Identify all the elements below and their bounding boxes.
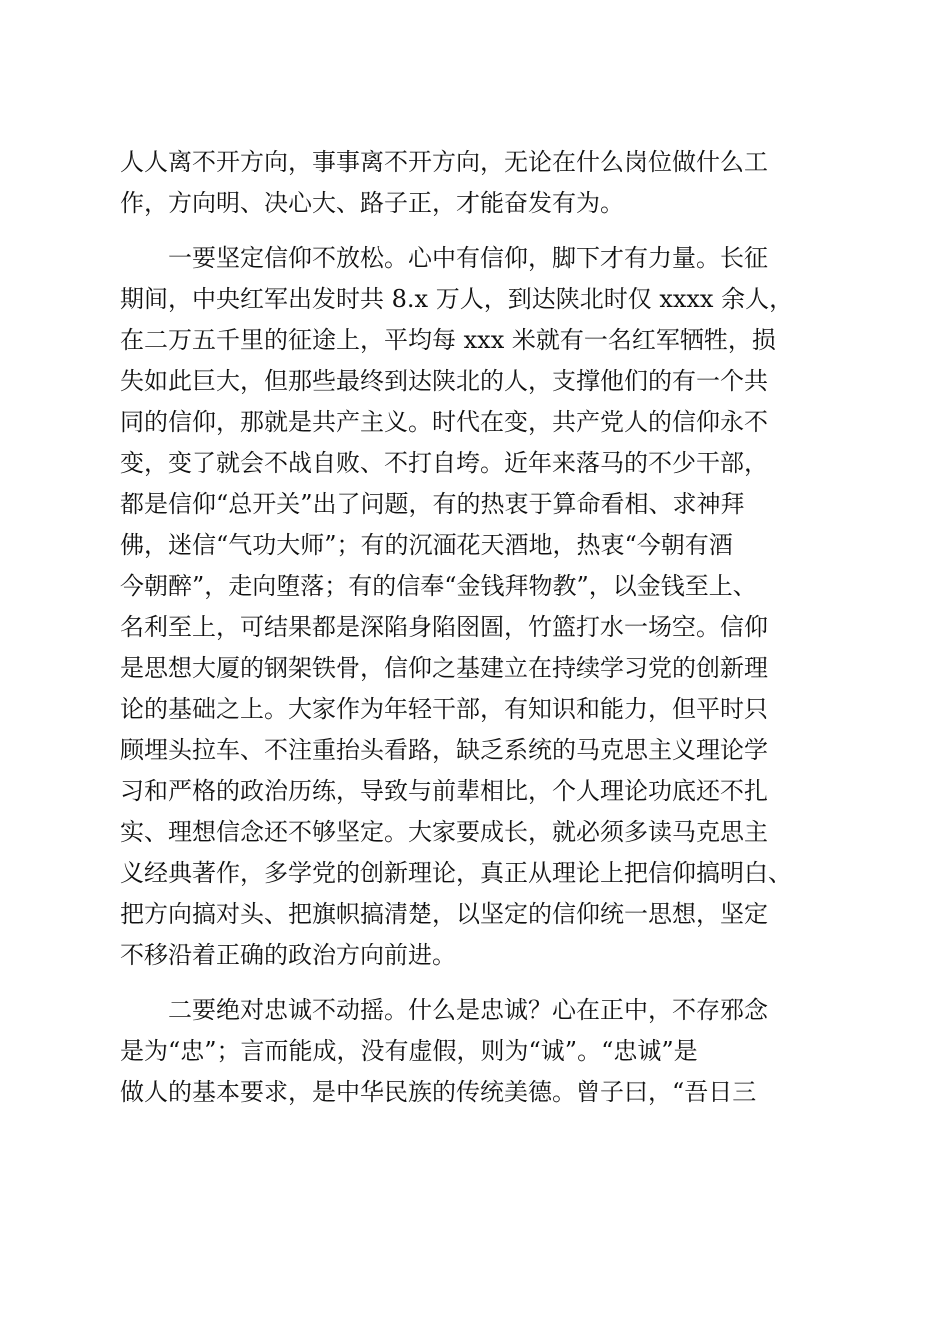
text-line: 实、理想信念还不够坚定。大家要成长，就必须多读马克思主 xyxy=(120,818,768,846)
text-line: 名利至上，可结果都是深陷身陷囹圄，竹篮打水一场空。信仰 xyxy=(120,613,768,641)
text-line: 在二万五千里的征途上，平均每 xxx 米就有一名红军牺牲，损 xyxy=(120,326,776,354)
text-line: 不移沿着正确的政治方向前进。 xyxy=(120,941,456,969)
text-line: 佛，迷信“气功大师”；有的沉湎花天酒地，热衷“今朝有酒 xyxy=(120,531,733,559)
paragraph-2 xyxy=(120,238,840,976)
document-body xyxy=(120,142,840,1113)
text-line: 期间，中央红军出发时共 8.x 万人，到达陕北时仅 xxxx 余人， xyxy=(120,285,794,313)
text-line: 做人的基本要求，是中华民族的传统美德。曾子曰，“吾日三 xyxy=(120,1078,757,1106)
text-line: 都是信仰“总开关”出了问题，有的热衷于算命看相、求神拜 xyxy=(120,490,745,518)
text-line: 变，变了就会不战自败、不打自垮。近年来落马的不少干部， xyxy=(120,449,768,477)
text-line: 是为“忠”；言而能成，没有虚假，则为“诚”。“忠诚”是 xyxy=(120,1037,698,1065)
paragraph-3 xyxy=(120,990,840,1113)
text-line: 今朝醉”，走向堕落；有的信奉“金钱拜物教”，以金钱至上、 xyxy=(120,572,757,600)
text-line: 顾埋头拉车、不注重抬头看路，缺乏系统的马克思主义理论学 xyxy=(120,736,768,764)
text-line: 论的基础之上。大家作为年轻干部，有知识和能力，但平时只 xyxy=(120,695,768,723)
text-line: 把方向搞对头、把旗帜搞清楚，以坚定的信仰统一思想，坚定 xyxy=(120,900,768,928)
text-line: 二要绝对忠诚不动摇。什么是忠诚？心在正中，不存邪念 xyxy=(168,996,768,1024)
text-line: 作，方向明、决心大、路子正，才能奋发有为。 xyxy=(120,189,624,217)
paragraph-1 xyxy=(120,142,840,224)
text-line: 失如此巨大，但那些最终到达陕北的人，支撑他们的有一个共 xyxy=(120,367,768,395)
text-line: 是思想大厦的钢架铁骨，信仰之基建立在持续学习党的创新理 xyxy=(120,654,768,682)
text-line: 习和严格的政治历练，导致与前辈相比，个人理论功底还不扎 xyxy=(120,777,768,805)
text-line: 人人离不开方向，事事离不开方向，无论在什么岗位做什么工 xyxy=(120,148,768,176)
text-line: 一要坚定信仰不放松。心中有信仰，脚下才有力量。长征 xyxy=(168,244,768,272)
text-line: 义经典著作，多学党的创新理论，真正从理论上把信仰搞明白、 xyxy=(120,859,792,887)
text-line: 同的信仰，那就是共产主义。时代在变，共产党人的信仰永不 xyxy=(120,408,768,436)
